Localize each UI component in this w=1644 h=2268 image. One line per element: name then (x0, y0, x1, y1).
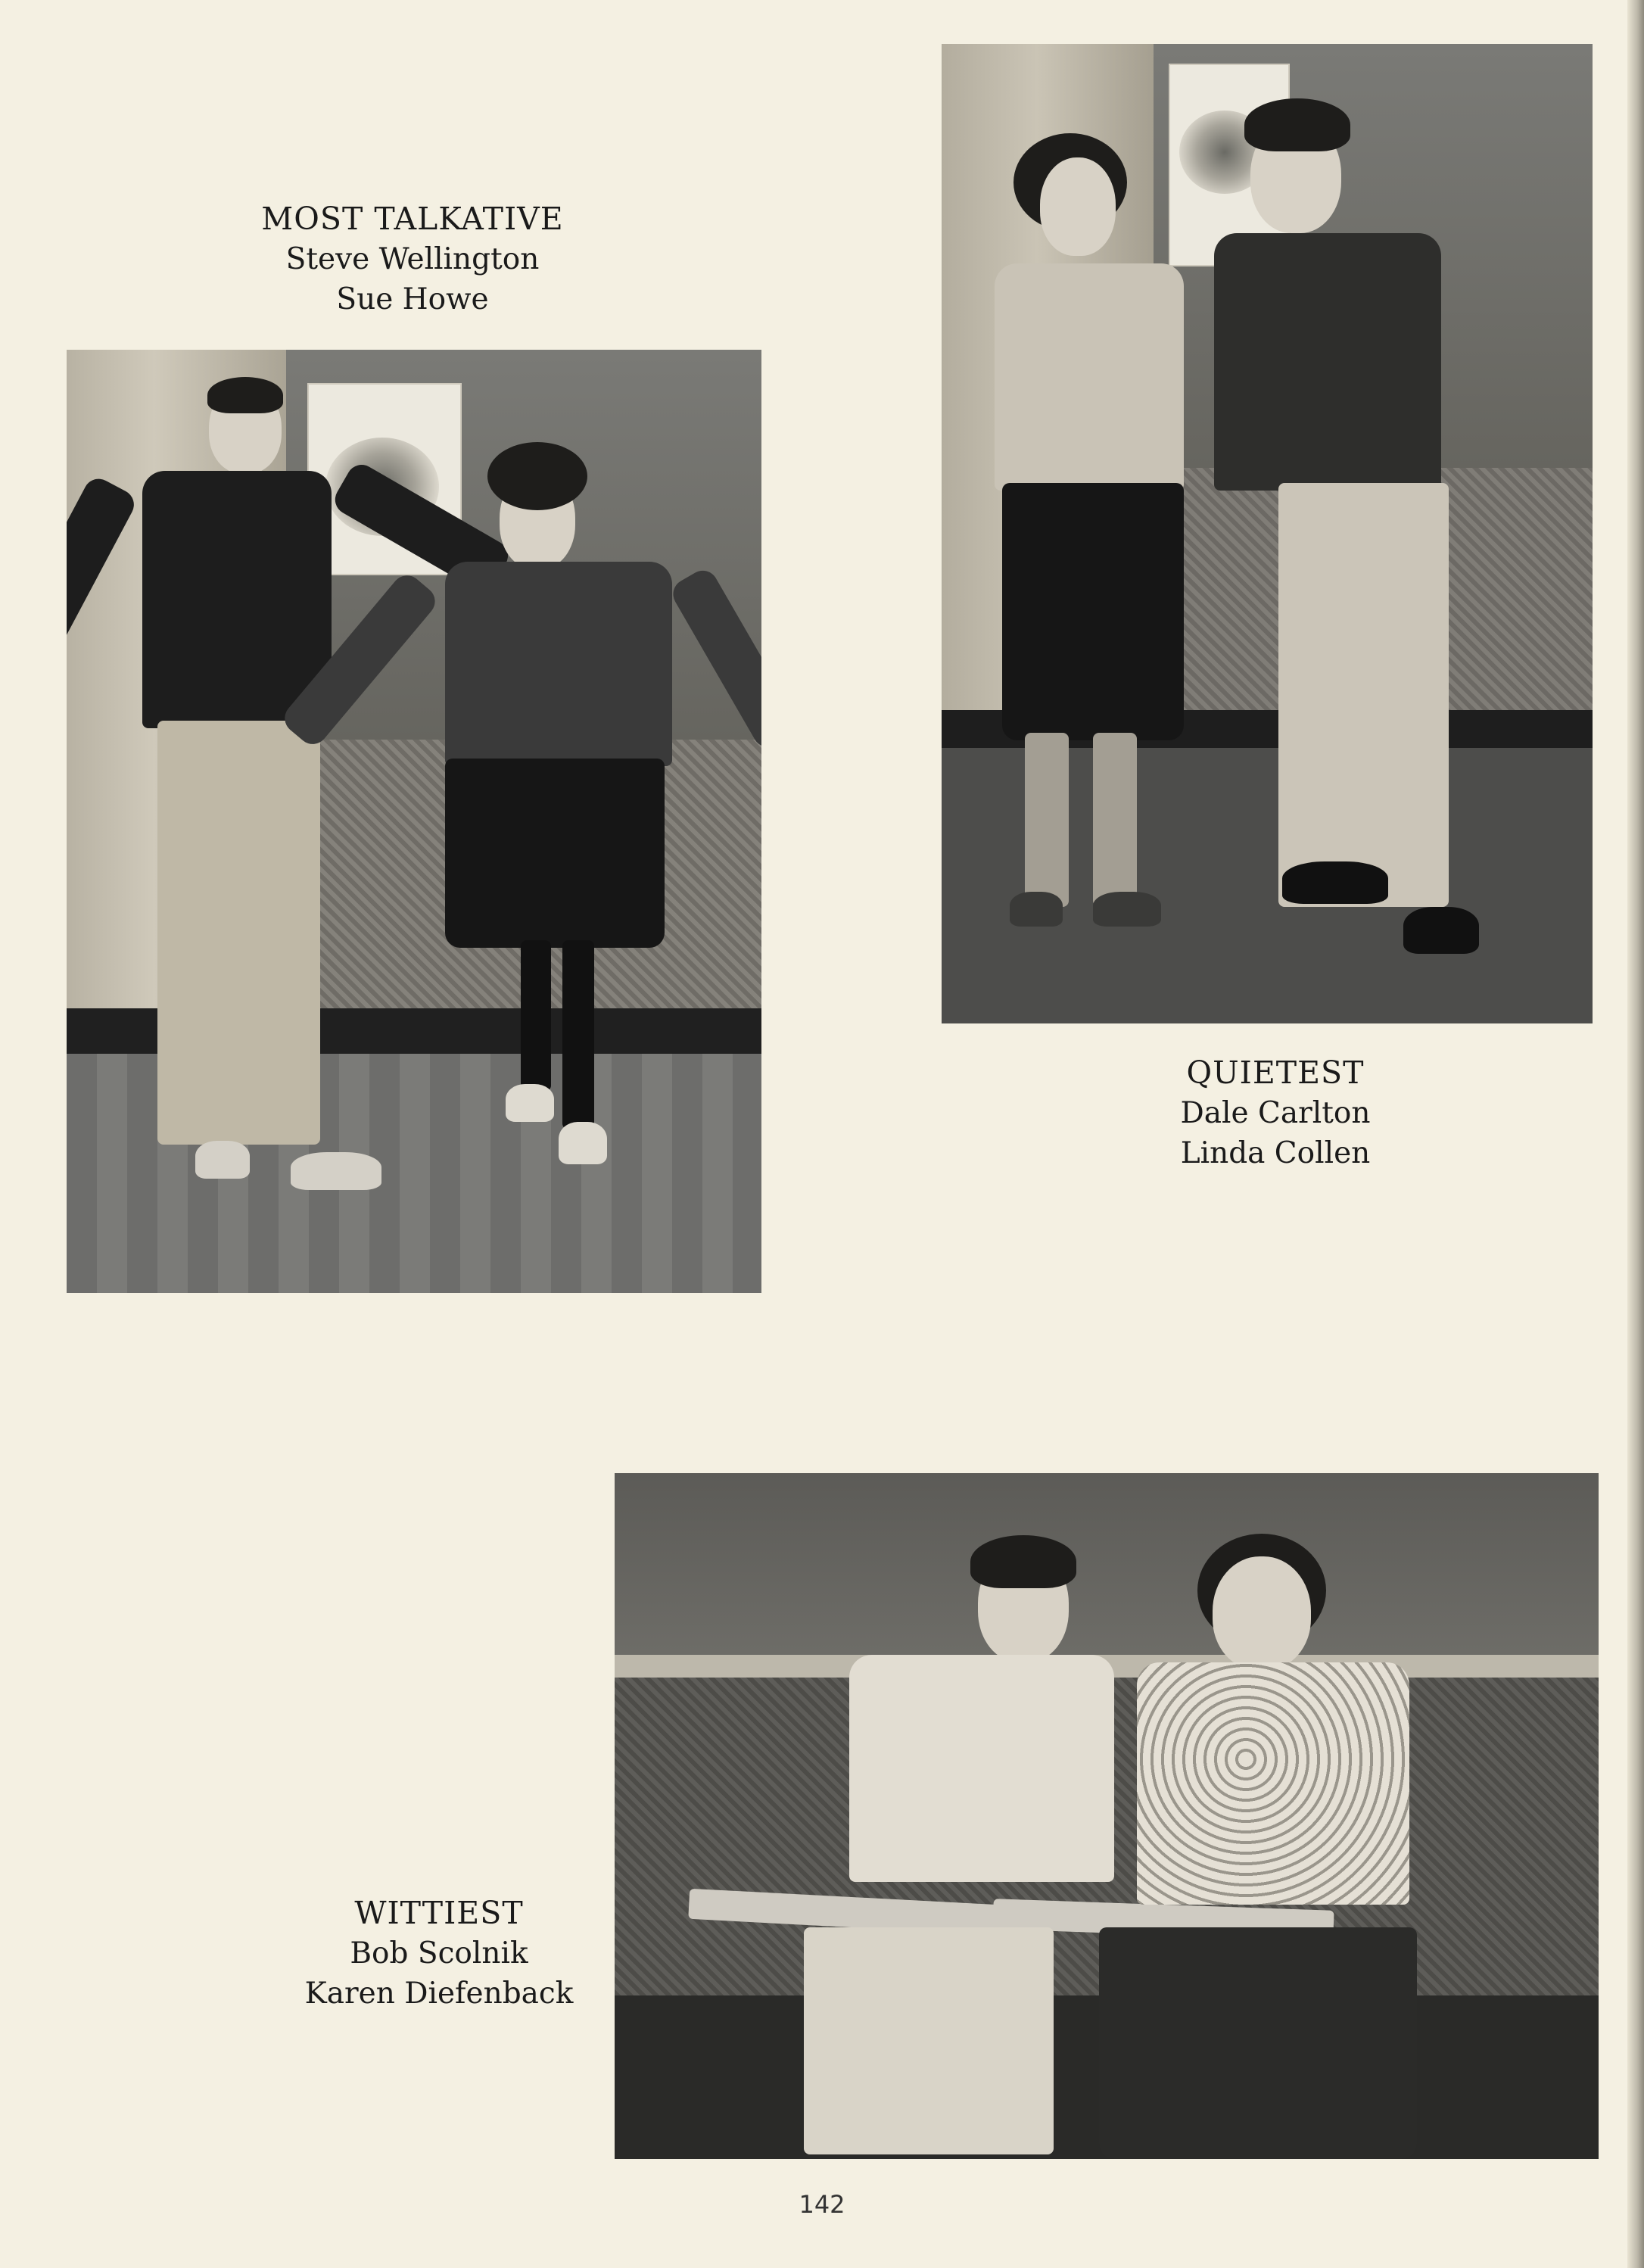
award-title: MOST TALKATIVE (261, 201, 564, 237)
caption-wittiest (288, 1893, 590, 2014)
student-name: Karen Diefenback (304, 1976, 574, 2011)
photo-wittiest (615, 1473, 1599, 2159)
student-name: Steve Wellington (285, 242, 540, 277)
award-title: WITTIEST (354, 1895, 524, 1931)
caption-most-talkative (227, 198, 598, 320)
award-title: QUIETEST (1186, 1055, 1365, 1091)
student-name: Dale Carlton (1180, 1096, 1371, 1131)
student-name: Bob Scolnik (350, 1936, 528, 1971)
photo-quietest (942, 44, 1593, 1023)
page-edge (1627, 0, 1644, 2268)
student-name: Linda Collen (1180, 1136, 1371, 1170)
caption-quietest (1128, 1052, 1423, 1174)
student-name: Sue Howe (336, 282, 489, 316)
photo-most-talkative (67, 350, 761, 1293)
page-number: 142 (799, 2190, 845, 2219)
